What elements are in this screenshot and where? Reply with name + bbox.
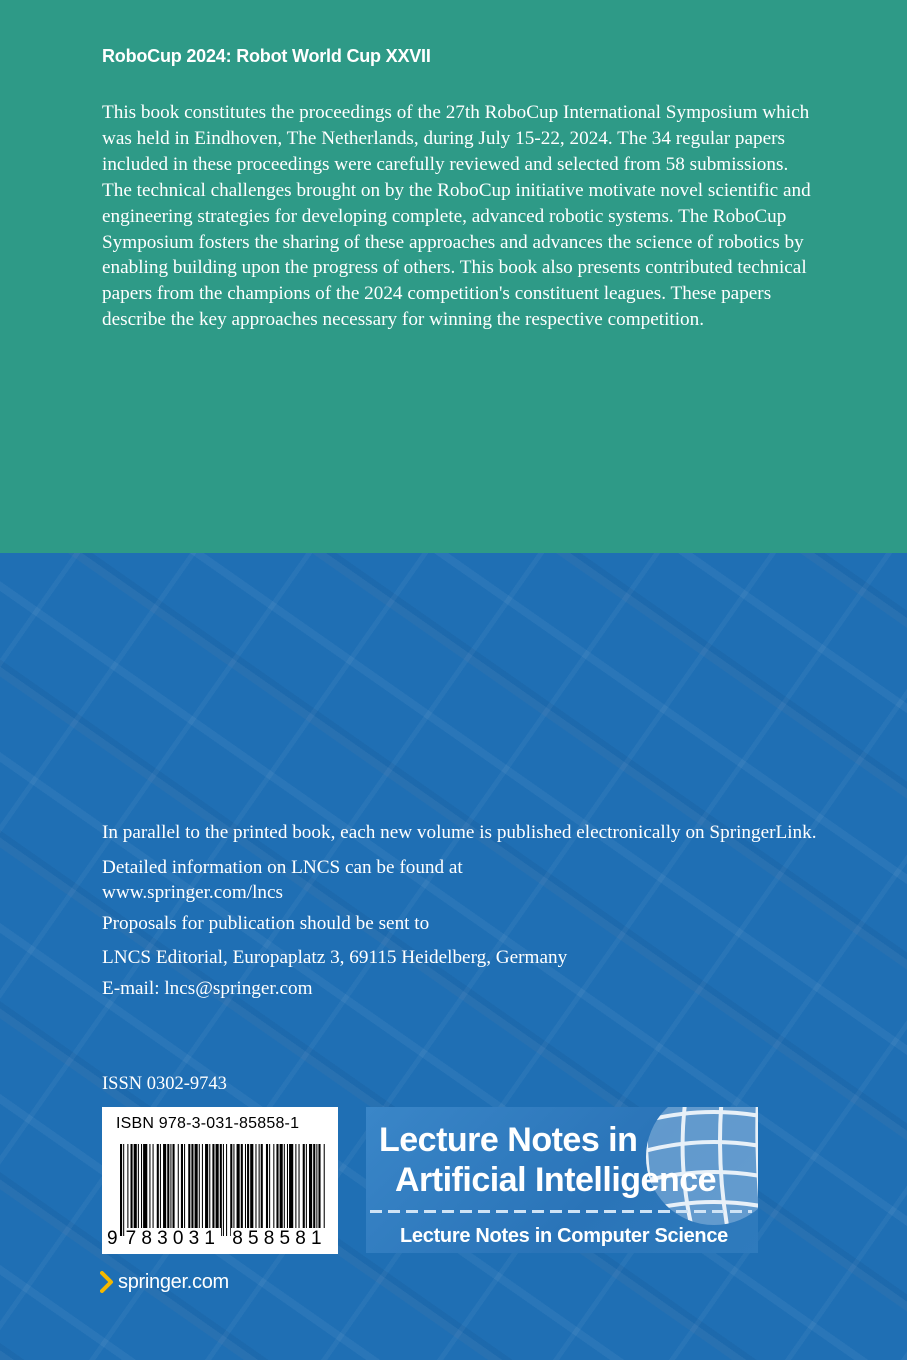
series-divider: [370, 1210, 752, 1213]
series-title-line2: Artificial Intelligence: [395, 1161, 717, 1199]
barcode-digit-right-group: 858581: [232, 1228, 327, 1249]
editorial-address: LNCS Editorial, Europaplatz 3, 69115 Heidelberg, Germany: [102, 947, 568, 968]
proposals-note: Proposals for publication should be sent to: [102, 912, 430, 934]
book-abstract: This book constitutes the proceedings of the 27th RoboCup International Symposium which was held in Eindhoven, The Netherlands, during July 15-22, 2024. The 34 regular papers included in these proceedings were carefully reviewed and selected from 58 submissions. The technical challenges brought on by the RoboCup initiative motivate novel scientific and engineering strategies for developing complete, advanced robotic systems. The RoboCup Symposium fosters the sharing of these approaches and advances the science of robotics by enabling building upon the progress of others. This book also presents contributed technical papers from the champions of the 2024 competition's constituent leagues. These papers describe the key approaches necessary for winning the respective competition.: [102, 102, 811, 331]
issn-number: ISSN 0302-9743: [102, 1074, 227, 1094]
series-title-line1: Lecture Notes in: [379, 1121, 638, 1159]
lncs-info-text: Detailed information on LNCS can be found at: [102, 856, 463, 878]
editorial-email[interactable]: E-mail: lncs@springer.com: [102, 977, 313, 999]
lnai-series-logo: [366, 1107, 758, 1253]
publication-info: [102, 820, 822, 1010]
subseries-title: Lecture Notes in Computer Science: [400, 1225, 728, 1247]
barcode-digit-lead: 9: [107, 1228, 118, 1249]
barcode-digits: [106, 1220, 334, 1250]
barcode-digit-left-group: 783031: [125, 1228, 221, 1249]
parallel-publication-note: In parallel to the printed book, each new volume is published electronically on SpringerLink.: [102, 822, 817, 843]
lncs-url[interactable]: www.springer.com/lncs: [102, 882, 284, 903]
lncs-info: [102, 855, 822, 906]
springer-site: springer.com: [118, 1270, 229, 1293]
springer-link[interactable]: [100, 1268, 229, 1296]
chevron-right-icon: [100, 1271, 114, 1293]
top-teal-panel: [0, 0, 907, 553]
book-title: RoboCup 2024: Robot World Cup XXVII: [102, 46, 431, 66]
isbn-label: ISBN 978-3-031-85858-1: [116, 1115, 300, 1132]
isbn-barcode: [102, 1107, 338, 1254]
